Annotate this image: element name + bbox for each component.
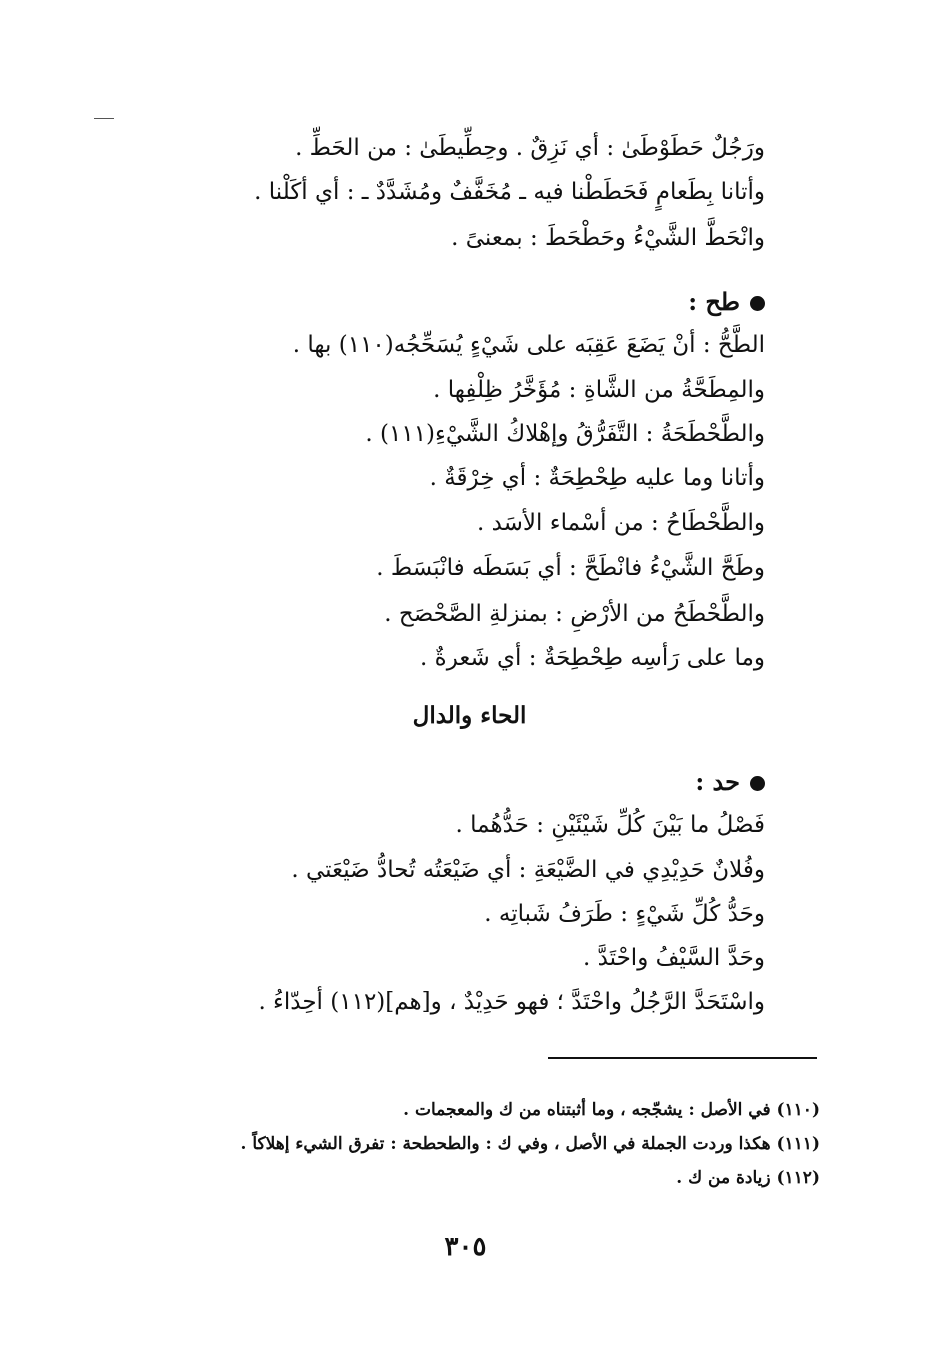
footnote: (١١٠) في الأصل : يشجّجه ، وما أثبتناه من ك والمعجمات . — [403, 1100, 820, 1120]
text-line: وأتانا وما عليه طِحْطِحَةٌ : أي خِرْقَةٌ . — [429, 465, 765, 491]
footnote: (١١١) هكذا وردت الجملة في الأصل ، وفي ك : والطحطحة : تفرق الشيء إهلاكاً . — [240, 1134, 820, 1154]
text-line: وفُلانٌ حَدِيْدِي في الضَّيْعَةِ : أي ضَيْعَتُه تُحادُّ ضَيْعَتي . — [291, 857, 765, 883]
text-line: وأتانا بِطَعامٍ فَحَطَطْنا فيه ـ مُخَفَّفٌ ومُشَدَّدٌ ـ : أي أكَلْنا . — [254, 179, 765, 205]
text-line: وحَدَّ السَّيْفُ واحْتَدَّ . — [582, 945, 765, 971]
footnote-divider — [548, 1057, 817, 1059]
text-line: واسْتَحَدَّ الرَّجُلُ واحْتَدَّ ؛ فهو حَدِيْدٌ ، و[هم](١١٢) أحِدّاءُ . — [258, 989, 765, 1015]
margin-mark — [94, 118, 114, 119]
bullet-icon — [750, 776, 765, 791]
entry-heading-label: حد : — [695, 767, 740, 796]
text-line: والطَّحْطَحَةُ : التَّفَرُّقُ وإهْلاكُ الشَّيْءِ(١١١) . — [365, 421, 765, 447]
entry-heading — [688, 282, 765, 322]
section-title-text: الحاء والدال — [412, 702, 527, 729]
bullet-icon — [750, 296, 765, 311]
text-line: ورَجُلٌ حَطَوْطَىٰ : أي نَزِقٌ . وحِطِّيطَىٰ : من الحَطِّ . — [295, 135, 765, 161]
entry-heading-label: طح : — [688, 287, 740, 316]
page-number — [0, 1232, 935, 1262]
text-line: والطَّحْطَحُ من الأرْضِ : بمنزلةِ الصَّحْصَح . — [384, 601, 765, 627]
footnote: (١١٢) زيادة من ك . — [676, 1168, 820, 1188]
text-line: فَصْلُ ما بَيْنَ كُلِّ شَيْئَيْنِ : حَدُّهُما . — [455, 812, 765, 838]
text-line: والمِطَحَّةُ من الشَّاةِ : مُؤَخَّرُ ظِلْفِها . — [433, 377, 765, 403]
text-line: وحَدُّ كُلِّ شَيْءٍ : طَرَفُ شَباتِه . — [484, 901, 765, 927]
text-line: وما على رَأسِه طِحْطِحَةٌ : أي شَعرةٌ . — [420, 645, 765, 671]
text-line: وانْحَطَّ الشَّيْءُ وحَطْحَطَ : بمعنىً . — [451, 225, 765, 251]
text-line: والطَّحْطَاحُ : من أسْماء الأسَد . — [476, 510, 765, 536]
section-title — [0, 696, 935, 736]
page-number-text: ٣٠٥ — [444, 1232, 487, 1262]
entry-heading — [695, 762, 765, 802]
text-line: وطَحَّ الشَّيْءُ فانْطَحَّ : أي بَسَطَه فانْبَسَطَ . — [376, 555, 765, 581]
text-line: الطَّحُّ : أنْ يَضَعَ عَقِبَه على شَيْءٍ يُسَحِّجُه(١١٠) بها . — [292, 332, 765, 358]
